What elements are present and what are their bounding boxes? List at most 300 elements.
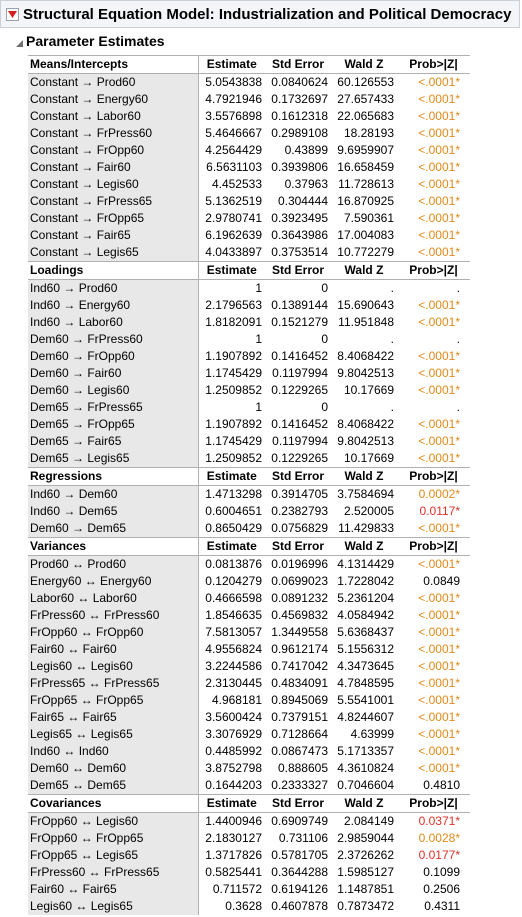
prob-cell: . xyxy=(456,400,460,414)
estimate-cell: 1.4713298 xyxy=(205,487,262,501)
table-row xyxy=(28,813,470,831)
prob-cell: 0.0177* xyxy=(418,848,460,862)
table-row xyxy=(28,210,470,227)
estimate-cell: 4.452533 xyxy=(211,177,262,191)
prob-cell: . xyxy=(456,332,460,346)
term-cell: Constant → FrPress60 xyxy=(28,125,198,142)
section-header-row xyxy=(28,262,470,280)
column-header: Std Error xyxy=(265,468,331,486)
estimate-cell: 1 xyxy=(255,281,262,295)
estimate-cell: 2.3130445 xyxy=(205,676,262,690)
wald-z-cell: 5.2361204 xyxy=(337,591,394,605)
term-cell: FrPress60 ↔ FrPress65 xyxy=(28,864,198,881)
prob-cell: <.0001* xyxy=(418,126,460,140)
wald-z-cell: . xyxy=(390,400,394,414)
wald-z-cell: 27.657433 xyxy=(337,92,394,106)
estimate-cell: 0.4666598 xyxy=(205,591,262,605)
estimate-cell: 0.5825441 xyxy=(205,865,262,879)
term-cell: Energy60 ↔ Energy60 xyxy=(28,573,198,590)
std-error-cell: 0.4569832 xyxy=(271,608,328,622)
section-title: Loadings xyxy=(28,262,198,280)
estimate-cell: 7.5813057 xyxy=(205,625,262,639)
table-row xyxy=(28,520,470,538)
wald-z-cell: 7.590361 xyxy=(343,211,394,225)
std-error-cell: 0.1612318 xyxy=(271,109,328,123)
std-error-cell: 0 xyxy=(321,281,328,295)
term-cell: Dem65 → Legis65 xyxy=(28,450,198,468)
std-error-cell: 0.1197994 xyxy=(272,366,328,380)
column-header: Std Error xyxy=(265,262,331,280)
section-header-row xyxy=(28,795,470,813)
wald-z-cell: 16.870925 xyxy=(337,194,394,208)
estimate-cell: 1.1745429 xyxy=(205,434,262,448)
table-row xyxy=(28,675,470,692)
table-row xyxy=(28,556,470,574)
std-error-cell: 0.0840624 xyxy=(271,75,328,89)
wald-z-cell: 4.3610824 xyxy=(337,761,394,775)
term-cell: Dem65 ↔ Dem65 xyxy=(28,777,198,795)
wald-z-cell: 1.7228042 xyxy=(337,574,394,588)
estimate-cell: 1 xyxy=(255,400,262,414)
term-cell: Dem65 → FrPress65 xyxy=(28,399,198,416)
term-cell: Ind60 → Energy60 xyxy=(28,297,198,314)
wald-z-cell: 5.6368437 xyxy=(337,625,394,639)
wald-z-cell: 1.1487851 xyxy=(337,882,394,896)
table-row xyxy=(28,365,470,382)
column-header: Estimate xyxy=(198,262,265,280)
table-row xyxy=(28,176,470,193)
std-error-cell: 0.43899 xyxy=(284,143,328,157)
wald-z-cell: 9.6959907 xyxy=(337,143,394,157)
estimate-cell: 6.5631103 xyxy=(206,160,262,174)
estimate-cell: 4.2564429 xyxy=(205,143,262,157)
wald-z-cell: 8.4068422 xyxy=(337,349,394,363)
prob-cell: 0.0002* xyxy=(418,487,460,501)
wald-z-cell: 18.28193 xyxy=(343,126,394,140)
disclosure-triangle-icon[interactable] xyxy=(15,37,24,46)
column-header: Wald Z xyxy=(331,262,397,280)
estimate-cell: 1.1907892 xyxy=(205,417,262,431)
table-row xyxy=(28,743,470,760)
std-error-cell: 0.6194126 xyxy=(271,882,328,896)
table-row xyxy=(28,433,470,450)
column-header: Prob>|Z| xyxy=(397,468,470,486)
std-error-cell: 0.4834091 xyxy=(271,676,328,690)
table-row xyxy=(28,348,470,365)
wald-z-cell: 2.520005 xyxy=(343,504,394,518)
term-cell: Ind60 → Dem60 xyxy=(28,486,198,504)
prob-cell: <.0001* xyxy=(418,109,460,123)
table-row xyxy=(28,847,470,864)
prob-cell: <.0001* xyxy=(418,228,460,242)
std-error-cell: 0.1197994 xyxy=(272,434,328,448)
term-cell: Prod60 ↔ Prod60 xyxy=(28,556,198,574)
estimate-cell: 1.2509852 xyxy=(205,451,262,465)
term-cell: Dem60 → FrOpp60 xyxy=(28,348,198,365)
estimate-cell: 1.8546635 xyxy=(205,608,262,622)
table-row xyxy=(28,74,470,92)
std-error-cell: 0.888605 xyxy=(277,761,328,775)
estimate-cell: 0.711572 xyxy=(212,882,262,896)
estimate-cell: 1.4400946 xyxy=(205,814,262,828)
wald-z-cell: 1.5985127 xyxy=(337,865,394,879)
term-cell: Dem60 → Fair60 xyxy=(28,365,198,382)
table-row xyxy=(28,244,470,262)
term-cell: Constant → Energy60 xyxy=(28,91,198,108)
prob-cell: <.0001* xyxy=(418,211,460,225)
wald-z-cell: 9.8042513 xyxy=(337,366,394,380)
term-cell: FrOpp60 ↔ FrOpp60 xyxy=(28,624,198,641)
estimate-cell: 2.1796563 xyxy=(205,298,262,312)
table-row xyxy=(28,91,470,108)
column-header: Prob>|Z| xyxy=(397,795,470,813)
term-cell: FrPress60 ↔ FrPress60 xyxy=(28,607,198,624)
table-row xyxy=(28,503,470,520)
wald-z-cell: 16.658459 xyxy=(337,160,394,174)
prob-cell: 0.0117* xyxy=(419,504,460,518)
std-error-cell: 0.1229265 xyxy=(271,383,328,397)
std-error-cell: 0.0699023 xyxy=(271,574,328,588)
std-error-cell: 0.0756829 xyxy=(271,521,328,535)
wald-z-cell: 5.1556312 xyxy=(337,642,394,656)
prob-cell: <.0001* xyxy=(418,194,460,208)
prob-cell: <.0001* xyxy=(418,642,460,656)
term-cell: Constant → Legis65 xyxy=(28,244,198,262)
prob-cell: <.0001* xyxy=(418,349,460,363)
term-cell: FrOpp65 ↔ Legis65 xyxy=(28,847,198,864)
column-header: Std Error xyxy=(265,795,331,813)
wald-z-cell: 4.8244607 xyxy=(337,710,394,724)
wald-z-cell: 11.951848 xyxy=(338,315,394,329)
estimate-cell: 2.1830127 xyxy=(205,831,262,845)
term-cell: FrPress65 ↔ FrPress65 xyxy=(28,675,198,692)
table-row xyxy=(28,486,470,504)
std-error-cell: 0.3753514 xyxy=(271,245,328,259)
term-cell: Dem65 → Fair65 xyxy=(28,433,198,450)
column-header: Estimate xyxy=(198,538,265,556)
column-header: Prob>|Z| xyxy=(397,56,470,74)
wald-z-cell: 5.1713357 xyxy=(337,744,394,758)
prob-cell: <.0001* xyxy=(418,761,460,775)
std-error-cell: 0.2989108 xyxy=(271,126,328,140)
column-header: Estimate xyxy=(198,468,265,486)
prob-cell: <.0001* xyxy=(418,417,460,431)
term-cell: Legis60 ↔ Legis65 xyxy=(28,898,198,915)
term-cell: Constant → Fair65 xyxy=(28,227,198,244)
wald-z-cell: 3.7584694 xyxy=(337,487,394,501)
prob-cell: 0.0849 xyxy=(423,574,460,588)
table-row xyxy=(28,590,470,607)
term-cell: Constant → FrPress65 xyxy=(28,193,198,210)
std-error-cell: 0.3923495 xyxy=(271,211,328,225)
estimate-cell: 1.3717826 xyxy=(205,848,262,862)
term-cell: Fair60 ↔ Fair60 xyxy=(28,641,198,658)
estimate-cell: 0.3628 xyxy=(225,899,262,913)
column-header: Prob>|Z| xyxy=(397,262,470,280)
wald-z-cell: 11.429833 xyxy=(338,521,394,535)
prob-cell: 0.1099 xyxy=(423,865,460,879)
std-error-cell: 0.5781705 xyxy=(271,848,328,862)
red-triangle-menu-icon[interactable] xyxy=(6,8,19,21)
std-error-cell: 0.8945069 xyxy=(271,693,328,707)
std-error-cell: 0.731106 xyxy=(278,831,328,845)
std-error-cell: 0.3939806 xyxy=(271,160,328,174)
wald-z-cell: 2.084149 xyxy=(343,814,394,828)
wald-z-cell: 17.004083 xyxy=(337,228,394,242)
prob-cell: <.0001* xyxy=(418,383,460,397)
std-error-cell: 0.7417042 xyxy=(271,659,328,673)
prob-cell: 0.2506 xyxy=(423,882,460,896)
std-error-cell: 0.1732697 xyxy=(271,92,328,106)
std-error-cell: 0.6909749 xyxy=(271,814,328,828)
section-header-row xyxy=(28,538,470,556)
std-error-cell: 0 xyxy=(321,400,328,414)
table-row xyxy=(28,692,470,709)
std-error-cell: 0.0891232 xyxy=(271,591,328,605)
wald-z-cell: 9.8042513 xyxy=(337,434,394,448)
prob-cell: . xyxy=(456,281,460,295)
estimate-cell: 1.2509852 xyxy=(205,383,262,397)
estimate-cell: 0.1204279 xyxy=(205,574,262,588)
estimate-cell: 4.9556824 xyxy=(205,642,262,656)
prob-cell: <.0001* xyxy=(418,676,460,690)
parameter-estimates-table xyxy=(28,55,470,915)
section-title: Means/Intercepts xyxy=(28,56,198,74)
std-error-cell: 0.1416452 xyxy=(271,417,328,431)
prob-cell: <.0001* xyxy=(418,92,460,106)
column-header: Std Error xyxy=(265,538,331,556)
std-error-cell: 0.7128664 xyxy=(271,727,328,741)
estimate-cell: 1.8182091 xyxy=(205,315,262,329)
std-error-cell: 0.1229265 xyxy=(271,451,328,465)
wald-z-cell: 2.3726262 xyxy=(337,848,394,862)
wald-z-cell: 11.728613 xyxy=(338,177,394,191)
wald-z-cell: 0.7873472 xyxy=(337,899,394,913)
table-row xyxy=(28,641,470,658)
estimate-cell: 4.968181 xyxy=(211,693,262,707)
std-error-cell: 0.1389144 xyxy=(271,298,328,312)
std-error-cell: 0.37963 xyxy=(284,177,328,191)
section-title: Covariances xyxy=(28,795,198,813)
table-row xyxy=(28,159,470,176)
table-row xyxy=(28,280,470,298)
term-cell: Constant → Legis60 xyxy=(28,176,198,193)
column-header: Estimate xyxy=(198,795,265,813)
term-cell: Legis65 ↔ Legis65 xyxy=(28,726,198,743)
term-cell: Labor60 ↔ Labor60 xyxy=(28,590,198,607)
estimate-cell: 3.2244586 xyxy=(205,659,262,673)
parameter-estimates-outline xyxy=(15,30,520,52)
term-cell: Constant → Fair60 xyxy=(28,159,198,176)
estimate-cell: 1 xyxy=(255,332,262,346)
section-header-row xyxy=(28,56,470,74)
term-cell: FrOpp60 ↔ Legis60 xyxy=(28,813,198,831)
column-header: Wald Z xyxy=(331,795,397,813)
wald-z-cell: 10.17669 xyxy=(343,383,394,397)
wald-z-cell: 22.065683 xyxy=(337,109,394,123)
prob-cell: <.0001* xyxy=(418,710,460,724)
table-row xyxy=(28,382,470,399)
std-error-cell: 0.1521279 xyxy=(271,315,328,329)
term-cell: Constant → Prod60 xyxy=(28,74,198,92)
wald-z-cell: 8.4068422 xyxy=(337,417,394,431)
term-cell: Dem60 → Legis60 xyxy=(28,382,198,399)
wald-z-cell: . xyxy=(390,281,394,295)
std-error-cell: 0.9612174 xyxy=(271,642,328,656)
prob-cell: <.0001* xyxy=(418,625,460,639)
section-header-row xyxy=(28,468,470,486)
prob-cell: <.0001* xyxy=(418,366,460,380)
estimate-cell: 4.0433897 xyxy=(205,245,262,259)
prob-cell: 0.0028* xyxy=(418,831,460,845)
term-cell: Dem60 → FrPress60 xyxy=(28,331,198,348)
wald-z-cell: 0.7046604 xyxy=(337,778,394,792)
wald-z-cell: 4.1314429 xyxy=(337,557,394,571)
term-cell: Ind60 ↔ Ind60 xyxy=(28,743,198,760)
std-error-cell: 0.3644288 xyxy=(271,865,328,879)
wald-z-cell: 10.17669 xyxy=(343,451,394,465)
std-error-cell: 1.3449558 xyxy=(271,625,328,639)
estimate-cell: 0.6004651 xyxy=(205,504,262,518)
std-error-cell: 0.304444 xyxy=(277,194,328,208)
prob-cell: <.0001* xyxy=(418,521,460,535)
table-row xyxy=(28,607,470,624)
prob-cell: <.0001* xyxy=(418,727,460,741)
table-row xyxy=(28,314,470,331)
table-row xyxy=(28,777,470,795)
estimate-cell: 0.8650429 xyxy=(205,521,262,535)
term-cell: Ind60 → Dem65 xyxy=(28,503,198,520)
table-row xyxy=(28,898,470,915)
std-error-cell: 0.7379151 xyxy=(271,710,328,724)
section-title: Variances xyxy=(28,538,198,556)
table-row xyxy=(28,193,470,210)
prob-cell: <.0001* xyxy=(418,608,460,622)
estimate-cell: 3.3076929 xyxy=(205,727,262,741)
std-error-cell: 0.0196996 xyxy=(271,557,328,571)
prob-cell: <.0001* xyxy=(418,693,460,707)
estimate-cell: 3.8752798 xyxy=(205,761,262,775)
estimate-cell: 3.5576898 xyxy=(205,109,262,123)
estimate-cell: 4.7921946 xyxy=(205,92,262,106)
prob-cell: <.0001* xyxy=(418,143,460,157)
column-header: Prob>|Z| xyxy=(397,538,470,556)
estimate-cell: 6.1962639 xyxy=(205,228,262,242)
term-cell: FrOpp60 ↔ FrOpp65 xyxy=(28,830,198,847)
report-title: Structural Equation Model: Industrialization and Political Democracy xyxy=(23,5,512,23)
column-header: Wald Z xyxy=(331,56,397,74)
column-header: Std Error xyxy=(265,56,331,74)
table-row xyxy=(28,416,470,433)
term-cell: Dem60 ↔ Dem60 xyxy=(28,760,198,777)
estimate-cell: 1.1745429 xyxy=(205,366,262,380)
table-row xyxy=(28,450,470,468)
std-error-cell: 0.3914705 xyxy=(271,487,328,501)
table-row xyxy=(28,297,470,314)
term-cell: Constant → Labor60 xyxy=(28,108,198,125)
std-error-cell: 0 xyxy=(321,332,328,346)
std-error-cell: 0.3643986 xyxy=(271,228,328,242)
section-title: Regressions xyxy=(28,468,198,486)
table-row xyxy=(28,881,470,898)
term-cell: Legis60 ↔ Legis60 xyxy=(28,658,198,675)
table-row xyxy=(28,830,470,847)
term-cell: Dem65 → FrOpp65 xyxy=(28,416,198,433)
table-row xyxy=(28,760,470,777)
term-cell: Ind60 → Labor60 xyxy=(28,314,198,331)
table-row xyxy=(28,709,470,726)
prob-cell: <.0001* xyxy=(418,298,460,312)
std-error-cell: 0.0867473 xyxy=(271,744,328,758)
table-row xyxy=(28,658,470,675)
column-header: Wald Z xyxy=(331,468,397,486)
prob-cell: <.0001* xyxy=(418,160,460,174)
wald-z-cell: 15.690643 xyxy=(337,298,394,312)
estimate-cell: 0.0813876 xyxy=(205,557,262,571)
wald-z-cell: 10.772279 xyxy=(337,245,394,259)
column-header: Wald Z xyxy=(331,538,397,556)
prob-cell: <.0001* xyxy=(418,591,460,605)
prob-cell: 0.4311 xyxy=(424,899,460,913)
table-row xyxy=(28,573,470,590)
prob-cell: <.0001* xyxy=(418,557,460,571)
table-row xyxy=(28,227,470,244)
std-error-cell: 0.2382793 xyxy=(271,504,328,518)
estimate-cell: 5.1362519 xyxy=(205,194,262,208)
table-row xyxy=(28,624,470,641)
report-outline-header xyxy=(0,0,520,28)
estimate-cell: 1.1907892 xyxy=(205,349,262,363)
prob-cell: <.0001* xyxy=(418,245,460,259)
term-cell: FrOpp65 ↔ FrOpp65 xyxy=(28,692,198,709)
prob-cell: <.0001* xyxy=(418,659,460,673)
table-row xyxy=(28,399,470,416)
prob-cell: <.0001* xyxy=(418,315,460,329)
wald-z-cell: 4.63999 xyxy=(350,727,394,741)
table-row xyxy=(28,142,470,159)
wald-z-cell: 4.3473645 xyxy=(337,659,394,673)
estimate-cell: 2.9780741 xyxy=(205,211,262,225)
parameter-estimates-title: Parameter Estimates xyxy=(26,33,165,49)
prob-cell: 0.4810 xyxy=(423,778,460,792)
term-cell: Constant → FrOpp65 xyxy=(28,210,198,227)
prob-cell: <.0001* xyxy=(418,744,460,758)
std-error-cell: 0.2333327 xyxy=(271,778,328,792)
prob-cell: <.0001* xyxy=(418,451,460,465)
prob-cell: <.0001* xyxy=(418,434,460,448)
prob-cell: 0.0371* xyxy=(418,814,460,828)
term-cell: Dem60 → Dem65 xyxy=(28,520,198,538)
term-cell: Ind60 → Prod60 xyxy=(28,280,198,298)
table-row xyxy=(28,864,470,881)
column-header: Estimate xyxy=(198,56,265,74)
table-row xyxy=(28,125,470,142)
term-cell: Fair60 ↔ Fair65 xyxy=(28,881,198,898)
wald-z-cell: 4.0584942 xyxy=(337,608,394,622)
wald-z-cell: 5.5541001 xyxy=(337,693,394,707)
prob-cell: <.0001* xyxy=(418,75,460,89)
prob-cell: <.0001* xyxy=(418,177,460,191)
table-row xyxy=(28,108,470,125)
wald-z-cell: . xyxy=(390,332,394,346)
wald-z-cell: 2.9859044 xyxy=(337,831,394,845)
std-error-cell: 0.1416452 xyxy=(271,349,328,363)
estimate-cell: 3.5600424 xyxy=(205,710,262,724)
table-row xyxy=(28,726,470,743)
estimate-cell: 5.4646667 xyxy=(205,126,262,140)
wald-z-cell: 60.126553 xyxy=(337,75,394,89)
wald-z-cell: 4.7848595 xyxy=(337,676,394,690)
